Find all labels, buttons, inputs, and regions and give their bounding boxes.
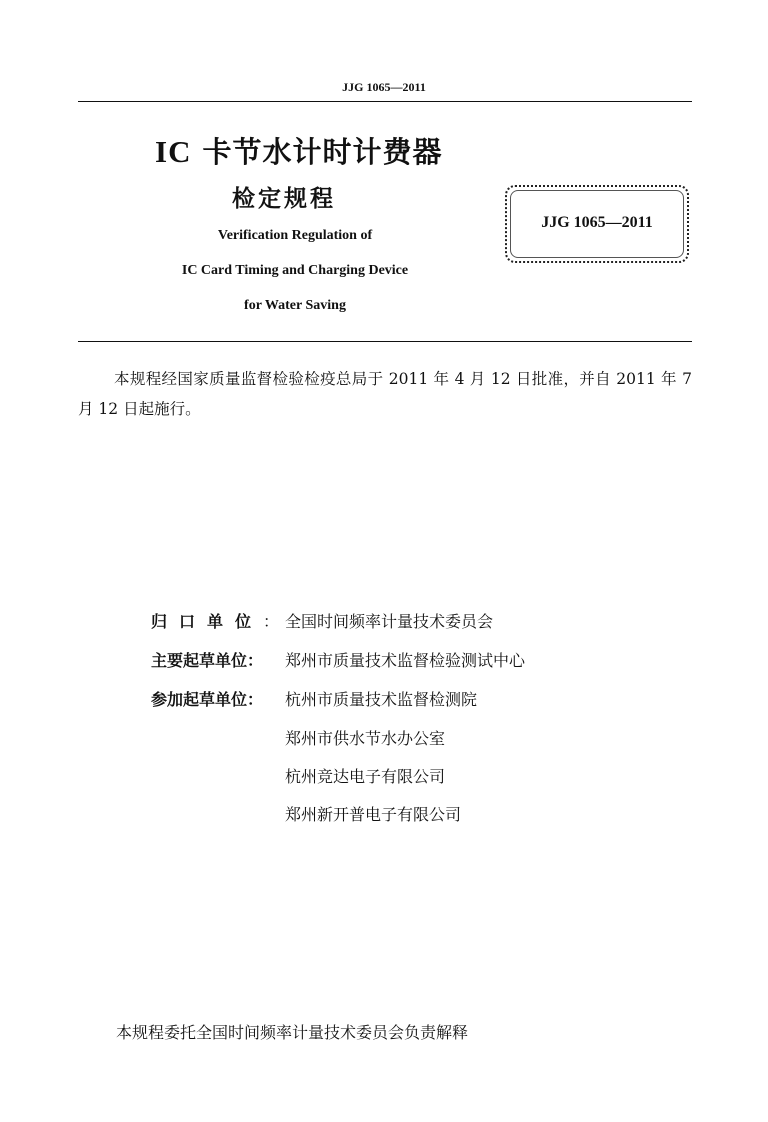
responsible-unit-label xyxy=(151,609,279,632)
english-title-line-3: for Water Saving xyxy=(244,298,346,313)
responsible-unit-value: 全国时间频率计量技术委员会 xyxy=(285,612,494,631)
participating-unit-item: 郑州市供水节水办公室 xyxy=(285,729,446,748)
participating-unit-item: 郑州新开普电子有限公司 xyxy=(285,805,462,824)
title-prefix: IC xyxy=(155,134,192,169)
approval-statement: 本规程经国家质量监督检验检疫总局于 2011 年 4 月 12 日批准，并自 2011 年 7 月 12 日起施行。 xyxy=(78,370,692,418)
label-char: 口 xyxy=(178,612,195,631)
english-title-line-1: Verification Regulation of xyxy=(217,228,373,243)
label-char: 位 xyxy=(234,612,251,631)
standard-code-box-text: JJG 1065—2011 xyxy=(541,214,653,231)
label-char: 单 xyxy=(206,612,223,631)
main-drafting-unit-value: 郑州市质量技术监督检验测试中心 xyxy=(285,651,526,670)
standard-code-box xyxy=(505,185,689,263)
chinese-subtitle: 检定规程 xyxy=(232,186,336,212)
english-title-line-2: IC Card Timing and Charging Device xyxy=(181,263,409,278)
chinese-title xyxy=(155,130,443,171)
header-standard-code: JJG 1065—2011 xyxy=(342,80,426,94)
label-char: 归 xyxy=(151,612,168,631)
interpretation-note: 本规程委托全国时间频率计量技术委员会负责解释 xyxy=(116,1023,469,1042)
title-bottom-rule xyxy=(78,341,692,342)
participating-unit-item: 杭州竞达电子有限公司 xyxy=(285,767,446,786)
title-text: 卡节水计时计费器 xyxy=(191,135,443,169)
participating-unit-item: 杭州市质量技术监督检测院 xyxy=(285,690,478,709)
participating-unit-label: 参加起草单位： xyxy=(151,690,264,709)
main-drafting-unit-label: 主要起草单位： xyxy=(151,651,264,670)
header-rule xyxy=(78,101,692,102)
label-colon: ： xyxy=(262,612,279,631)
